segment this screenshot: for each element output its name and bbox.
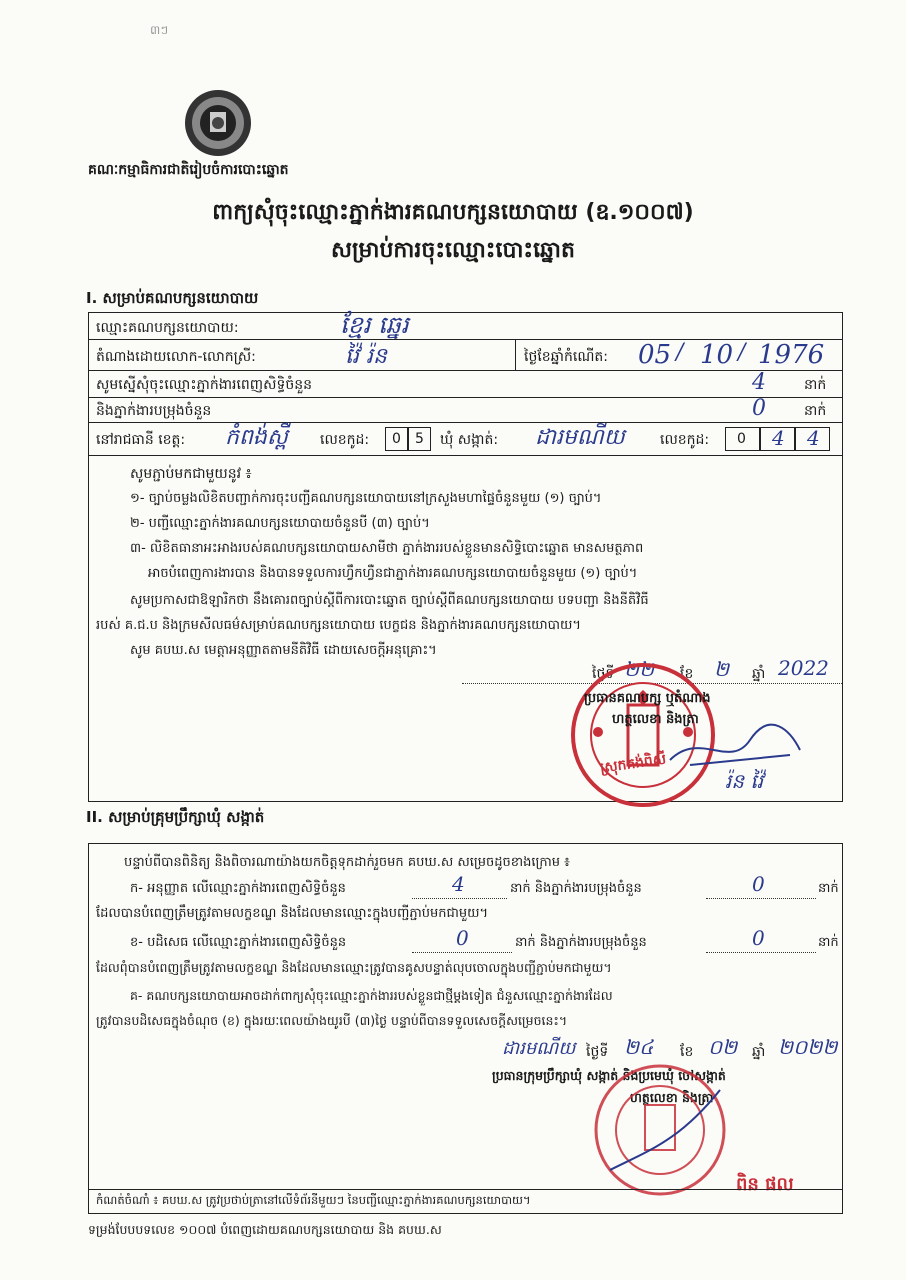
reserve-agents-value: 0 bbox=[752, 396, 766, 421]
unit-label: នាក់ bbox=[804, 377, 827, 393]
commune-code-label: លេខកូដ: bbox=[660, 432, 710, 448]
dob-separator: / bbox=[738, 340, 746, 365]
nec-emblem-icon bbox=[183, 88, 253, 158]
decision-day-label: ថ្ងៃទី bbox=[586, 1044, 609, 1060]
resubmit-line: ត្រូវបានបដិសេធក្នុងចំណុច (ខ) ក្នុងរយៈពេលយ៉ាងយូរបី (៣)ថ្ងៃ បន្ទាប់ពីបានទទួលសេចក្តីសម្រេចនេះ។ bbox=[96, 1013, 568, 1028]
reserve-agents-label: និងភ្នាក់ងារបម្រុងចំនួន bbox=[96, 403, 212, 419]
dob-month: 10 bbox=[700, 340, 734, 370]
approve-reserve-value: 0 bbox=[752, 872, 765, 896]
resubmit-line: គ- គណបក្សនយោបាយអាចដាក់ពាក្យសុំចុះឈ្មោះភ្នាក់ងាររបស់ខ្លួនជាថ្មីម្តងទៀត ជំនួសឈ្មោះភ្នាក់ងារដែល bbox=[130, 988, 613, 1003]
approve-label: ក- អនុញ្ញាត លើឈ្មោះភ្នាក់ងារពេញសិទ្ធិចំនួន bbox=[130, 881, 346, 896]
decision-month-label: ខែ bbox=[680, 1044, 694, 1060]
date-month: ២ bbox=[714, 657, 730, 681]
full-agents-label: សូមស្នើសុំចុះឈ្មោះភ្នាក់ងារពេញសិទ្ធិចំនួន bbox=[96, 377, 313, 393]
date-year: 2022 bbox=[778, 656, 829, 680]
footer-note: កំណត់ចំណាំ ៖ គបឃ.ស ត្រូវប្រថាប់ត្រានៅលើទំព័រនីមួយៗ នៃបញ្ជីឈ្មោះភ្នាក់ងារគណបក្សនយោបាយ។ bbox=[96, 1193, 531, 1207]
reject-reserve-value: 0 bbox=[752, 926, 765, 950]
signer-subtitle: ហត្ថលេខា និងត្រា bbox=[612, 712, 699, 727]
decision-month: ០២ bbox=[708, 1035, 738, 1059]
date-year-label: ឆ្នាំ bbox=[752, 666, 766, 682]
location-label: នៅរាជធានី ខេត្ត: bbox=[96, 432, 186, 448]
province-code-digit: 5 bbox=[415, 431, 424, 447]
section2-heading: II. សម្រាប់គ្រុមប្រឹក្សាឃុំ សង្កាត់ bbox=[86, 808, 265, 826]
approve-full-line bbox=[412, 898, 507, 899]
unit-label: នាក់ bbox=[804, 403, 827, 419]
declaration-line: របស់ គ.ជ.ប និងក្រមសីលធម៌សម្រាប់គណបក្សនយោបាយ បេក្ខជន និងភ្នាក់ងារគណបក្សនយោបាយ។ bbox=[96, 618, 581, 633]
commune-code-digit: 4 bbox=[807, 426, 820, 450]
unit-label: នាក់ bbox=[818, 935, 839, 950]
decision-year-label: ឆ្នាំ bbox=[752, 1044, 766, 1060]
signer-title: ប្រធានគណបក្ស ឬតំណាង bbox=[584, 691, 711, 706]
attach-item: ១- ច្បាប់ចម្លងលិខិតបញ្ជាក់ការចុះបញ្ជីគណបក្សនយោបាយនៅក្រសួងមហាផ្ទៃចំនួនមួយ (១) ច្បាប់។ bbox=[130, 491, 602, 506]
divider bbox=[88, 370, 843, 371]
divider bbox=[88, 397, 843, 398]
approve-full-value: 4 bbox=[452, 872, 465, 896]
representative-value: វ៉ៃ រ៉ន bbox=[345, 344, 387, 369]
section1-heading: I. សម្រាប់គណបក្សនយោបាយ bbox=[86, 289, 259, 307]
form-subtitle: សម្រាប់ការចុះឈ្មោះបោះឆ្នោត bbox=[331, 238, 575, 263]
dob-separator: / bbox=[676, 340, 684, 365]
commune-label: ឃុំ សង្កាត់: bbox=[440, 432, 499, 448]
approve-reserve-line bbox=[706, 898, 816, 899]
commune-code-digit: 4 bbox=[772, 426, 785, 450]
top-scribble: ៣ៗ bbox=[150, 23, 169, 37]
divider bbox=[515, 339, 516, 370]
council-signer-name: ពិន ផល bbox=[736, 1174, 794, 1195]
institution-name: គណៈកម្មាធិការជាតិរៀបចំការបោះឆ្នោត bbox=[88, 162, 289, 178]
declaration-line: សូម គបឃ.ស មេត្តាអនុញ្ញាតតាមនីតិវិធី ដោយសេចក្តីអនុគ្រោះ។ bbox=[130, 643, 437, 658]
reject-label: ខ- បដិសេធ លើឈ្មោះភ្នាក់ងារពេញសិទ្ធិចំនួន bbox=[130, 935, 347, 950]
stamp-text: ស្រុកគង់ពិសី bbox=[599, 751, 668, 777]
footer-instruction: ទម្រង់បែបបទលេខ ១០០៧ បំពេញដោយគណបក្សនយោបាយ និង គបឃ.ស bbox=[88, 1222, 442, 1237]
representative-label: តំណាងដោយលោក-លោកស្រី: bbox=[96, 349, 256, 365]
province-code-label: លេខកូដ: bbox=[320, 432, 370, 448]
red-stamp-icon bbox=[590, 1060, 730, 1200]
divider bbox=[88, 422, 843, 423]
dob-year: 1976 bbox=[758, 340, 825, 370]
date-day: ២២ bbox=[624, 657, 655, 681]
attach-item: អាចបំពេញការងារបាន និងបានទទួលការហ្វឹកហ្វឺនជាភ្នាក់ងារគណបក្សនយោបាយចំនួនមួយ (១) ច្បាប់។ bbox=[148, 566, 638, 581]
approve-tail: ដែលបានបំពេញត្រឹមត្រូវតាមលក្ខខណ្ឌ និងដែលមានឈ្មោះក្នុងបញ្ជីភ្ជាប់មកជាមួយ។ bbox=[96, 906, 489, 921]
attach-heading: សូមភ្ជាប់មកជាមួយនូវ ៖ bbox=[130, 466, 252, 482]
decision-place: ដារមណីយ bbox=[502, 1038, 576, 1059]
council-signer-title: ប្រធានក្រុមប្រឹក្សាឃុំ សង្កាត់ និងប្រមេឃុំ ចៅសង្កាត់ bbox=[492, 1068, 726, 1083]
decision-year: ២០២២ bbox=[778, 1035, 838, 1059]
commune-code-digit: 0 bbox=[737, 431, 746, 447]
party-name-label: ឈ្មោះគណបក្សនយោបាយ: bbox=[96, 320, 239, 336]
divider bbox=[88, 455, 843, 456]
council-signer-subtitle: ហត្ថលេខា និងត្រា bbox=[630, 1090, 714, 1105]
dob-day: 05 bbox=[638, 340, 672, 370]
decision-day: ២៤ bbox=[624, 1035, 654, 1059]
attach-item: ២- បញ្ជីឈ្មោះភ្នាក់ងារគណបក្សនយោបាយចំនួនបី (៣) ច្បាប់។ bbox=[130, 516, 430, 531]
approve-mid: នាក់ និងភ្នាក់ងារបម្រុងចំនួន bbox=[510, 881, 642, 896]
reject-tail: ដែលពុំបានបំពេញត្រឹមត្រូវតាមលក្ខខណ្ឌ និងដែលមានឈ្មោះត្រូវបានគូសបន្ទាត់លុបចោលក្នុងបញ្ជីភ្ជាប់មកជាមួយ។ bbox=[96, 960, 612, 975]
commune-value: ដារមណីយ bbox=[535, 425, 625, 450]
date-day-label: ថ្ងៃទី bbox=[592, 666, 615, 682]
reject-reserve-line bbox=[706, 952, 816, 953]
full-agents-value: 4 bbox=[752, 370, 766, 395]
province-code-digit: 0 bbox=[392, 431, 401, 447]
province-value: កំពង់ស្ពឺ bbox=[225, 425, 288, 450]
declaration-line: សូមប្រកាសជាឱឡារិកថា នឹងគោរពច្បាប់ស្តីពីការបោះឆ្នោត ច្បាប់ស្តីពីគណបក្សនយោបាយ បទបញ្ជា និងនីតិវិធី bbox=[130, 593, 649, 608]
reject-full-value: 0 bbox=[456, 926, 469, 950]
reject-full-line bbox=[412, 952, 512, 953]
attach-item: ៣- លិខិតធានាអះអាងរបស់គណបក្សនយោបាយសាមីថា ភ្នាក់ងាររបស់ខ្លួនមានសិទ្ធិបោះឆ្នោត មានសមត្ថភាព bbox=[130, 541, 644, 556]
reject-mid: នាក់ និងភ្នាក់ងារបម្រុងចំនួន bbox=[515, 935, 647, 950]
divider bbox=[88, 1189, 843, 1190]
unit-label: នាក់ bbox=[818, 881, 839, 896]
date-month-label: ខែ bbox=[680, 666, 694, 682]
decision-intro: បន្ទាប់ពីបានពិនិត្យ និងពិចារណាយ៉ាងយកចិត្តទុកដាក់រួចមក គបឃ.ស សម្រេចដូចខាងក្រោម ៖ bbox=[124, 855, 570, 870]
form-title: ពាក្យសុំចុះឈ្មោះភ្នាក់ងារគណបក្សនយោបាយ (ឧ.១០០៧) bbox=[212, 200, 694, 225]
signer-name: រ៉ន វ៉ៃ bbox=[725, 769, 764, 793]
party-name-value: ខ្មែរ ឆ្នេរ bbox=[340, 311, 409, 339]
dob-label: ថ្ងៃខែឆ្នាំកំណើត: bbox=[524, 349, 609, 365]
